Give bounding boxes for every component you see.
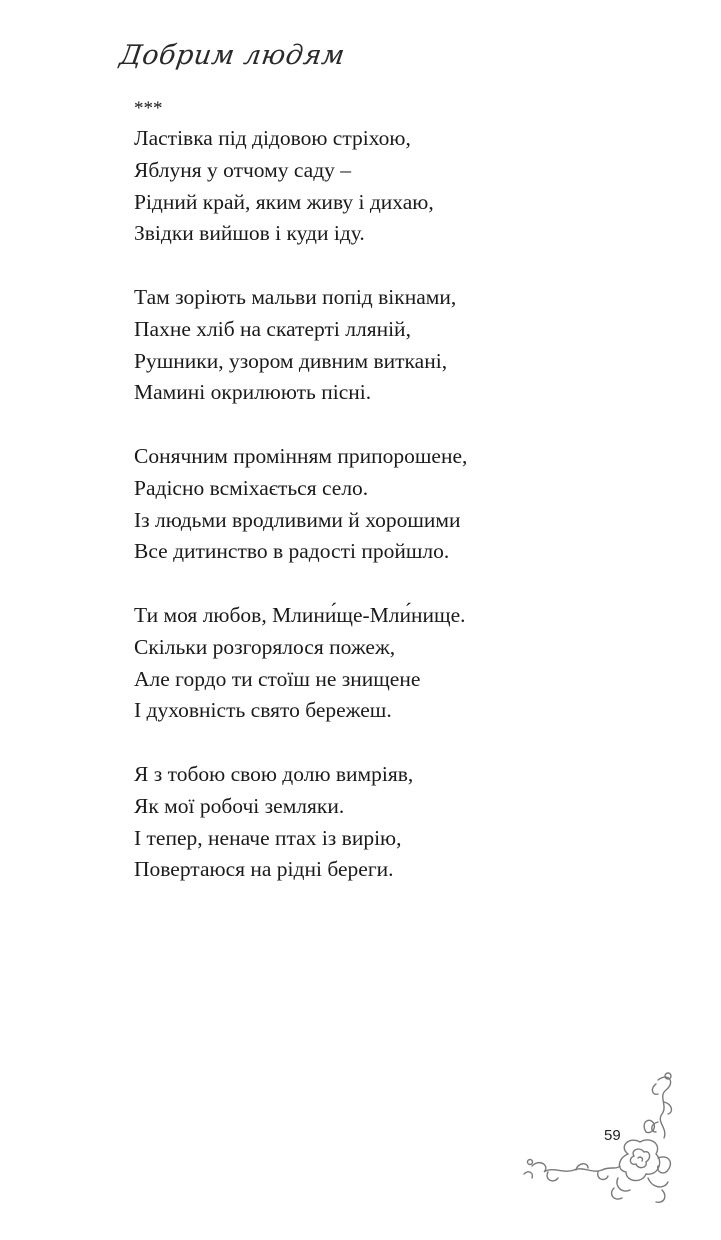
poem-line: Із людьми вродливими й хорошими — [134, 507, 461, 532]
poem-line: Радісно всміхається село. — [134, 475, 369, 500]
poem-separator: *** — [134, 98, 163, 119]
poem-line: Але гордо ти стоїш не знищене — [134, 666, 421, 691]
poem-line: Звідки вийшов і куди іду. — [134, 221, 365, 246]
poem-line: Повертаюся на рідні береги. — [134, 857, 394, 882]
poem — [134, 96, 467, 918]
stanza-2 — [134, 282, 467, 409]
running-header: Добрим людям — [117, 40, 347, 71]
poem-line: Рідний край, яким живу і дихаю, — [134, 189, 434, 214]
poem-line: Ластівка під дідовою стріхою, — [134, 126, 411, 150]
poem-line: Скільки розгорялося пожеж, — [134, 634, 396, 659]
poem-line: Все дитинство в радості пройшло. — [134, 539, 450, 564]
poem-line: Мамині окрилюють пісні. — [134, 380, 372, 405]
floral-corner-ornament-icon — [518, 1062, 678, 1212]
stanza-4 — [134, 600, 467, 727]
poem-line: Яблуня у отчому саду – — [134, 157, 352, 182]
poem-line: І тепер, неначе птах із вирію, — [134, 825, 402, 850]
stanza-3 — [134, 441, 467, 568]
stanza-1 — [134, 123, 467, 250]
poem-line: Я з тобою свою долю вимріяв, — [134, 761, 414, 786]
poem-line: Пахне хліб на скатерті лляній, — [134, 316, 411, 341]
poem-line: Рушники, узором дивним виткані, — [134, 348, 448, 373]
poem-line: Сонячним промінням припорошене, — [134, 443, 468, 468]
poem-line: Там зоріють мальви попід вікнами, — [134, 284, 457, 309]
poem-line: Ти моя любов, Млини́ще-Мли́нище. — [134, 602, 466, 627]
page-number: 59 — [604, 1127, 621, 1144]
stanza-5 — [134, 759, 467, 886]
poem-line: І духовність свято бережеш. — [134, 698, 392, 723]
poem-line: Як мої робочі земляки. — [134, 793, 345, 818]
